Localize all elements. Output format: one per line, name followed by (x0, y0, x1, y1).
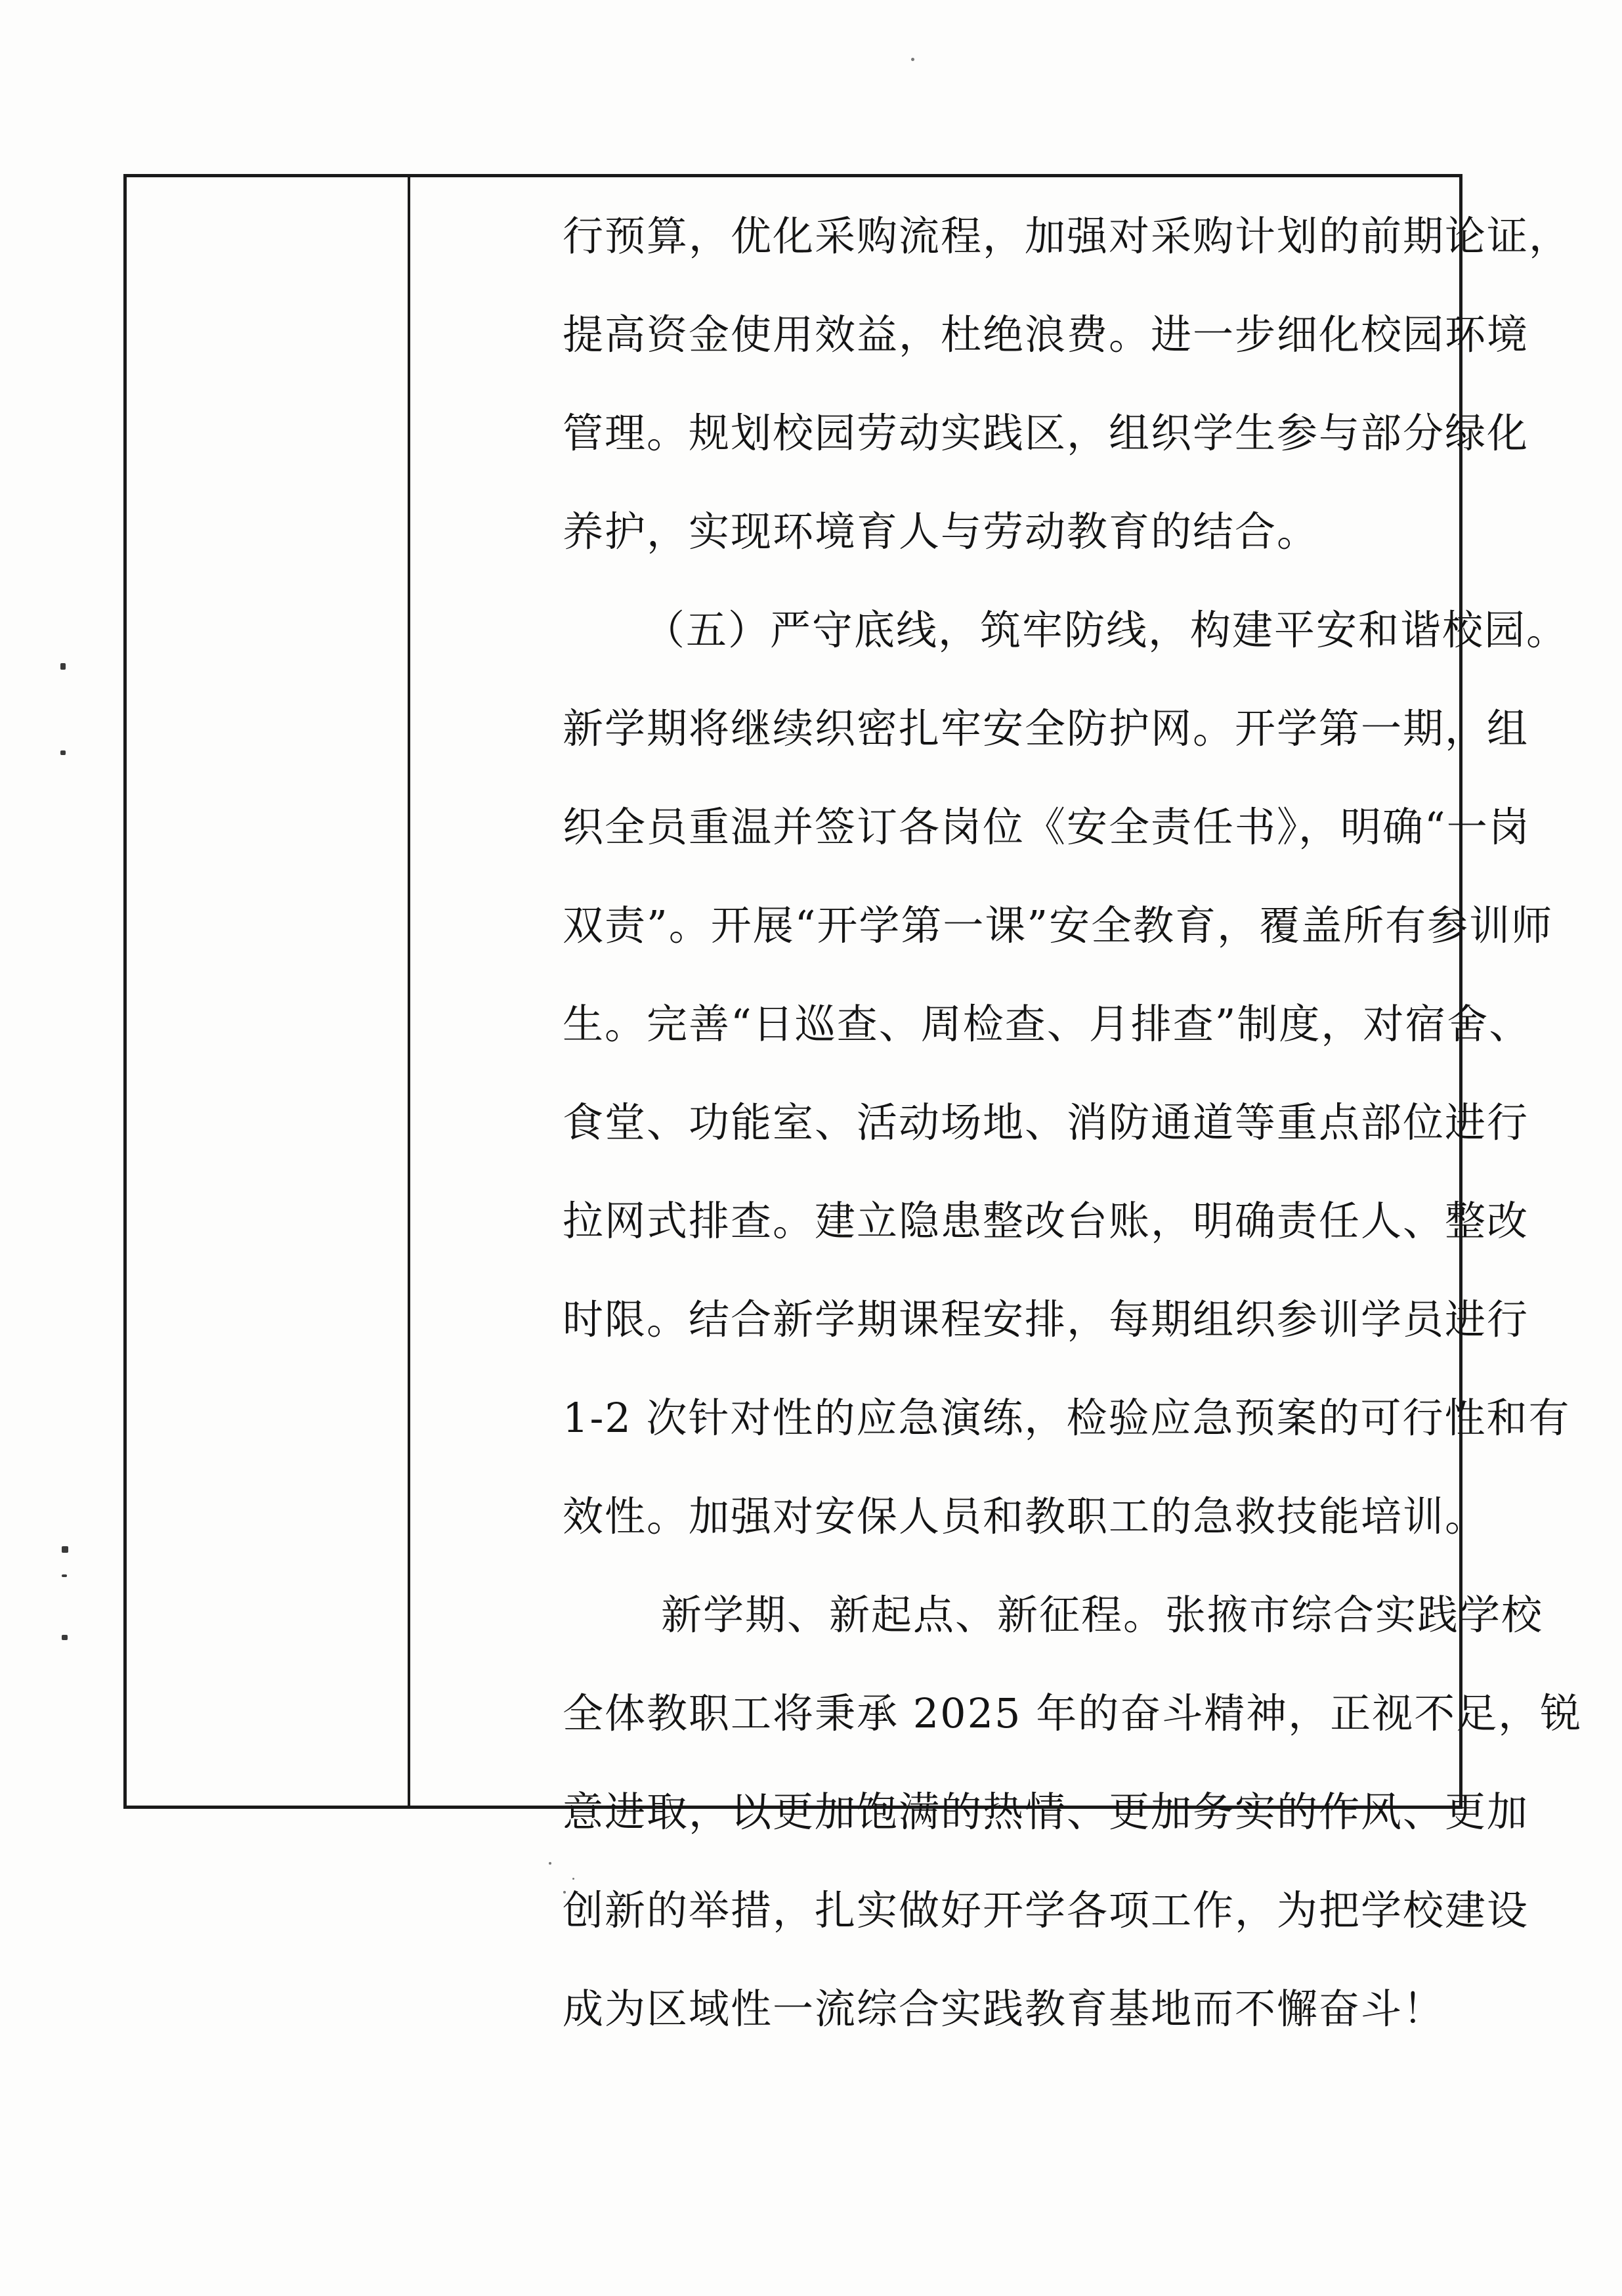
form-table (123, 174, 1583, 2033)
scan-artifact (62, 1635, 68, 1640)
text-line: 管理。规划校园劳动实践区，组织学生参与部分绿化 (563, 409, 1529, 457)
text-line: 成为区域性一流综合实践教育基地而不懈奋斗！ (563, 1985, 1445, 2033)
scan-artifact (60, 663, 66, 670)
text-line: 时限。结合新学期课程安排，每期组织参训学员进行 (563, 1295, 1529, 1343)
table-label-cell (127, 177, 410, 1806)
text-line: 提高资金使用效益，杜绝浪费。进一步细化校园环境 (563, 311, 1529, 358)
scan-artifact (62, 1546, 68, 1553)
closing-paragraph-line: 新学期、新起点、新征程。张掖市综合实践学校 (661, 1591, 1544, 1639)
scan-speck (911, 58, 914, 61)
text-line: 养护，实现环境育人与劳动教育的结合。 (563, 508, 1319, 555)
text-line: 创新的举措，扎实做好开学各项工作，为把学校建设 (563, 1886, 1529, 1934)
section-heading-line: （五）严守底线，筑牢防线，构建平安和谐校园。 (644, 606, 1569, 654)
scan-speck (549, 1862, 551, 1865)
text-line: 新学期将继续织密扎牢安全防护网。开学第一期，组 (563, 704, 1529, 752)
text-line: 全体教职工将秉承 2025 年的奋斗精神，正视不足，锐 (563, 1689, 1583, 1737)
text-line: 双责”。开展“开学第一课”安全教育，覆盖所有参训师 (563, 901, 1554, 949)
text-line: 1-2 次针对性的应急演练，检验应急预案的可行性和有 (563, 1394, 1571, 1442)
text-line: 织全员重温并签订各岗位《安全责任书》，明确“一岗 (563, 803, 1531, 851)
scan-artifact (60, 750, 66, 755)
text-line: 行预算，优化采购流程，加强对采购计划的前期论证， (563, 212, 1571, 260)
text-line: 意进取，以更加饱满的热情、更加务实的作风、更加 (563, 1788, 1529, 1836)
text-line: 拉网式排查。建立隐患整改台账，明确责任人、整改 (563, 1197, 1529, 1245)
text-line: 效性。加强对安保人员和教职工的急救技能培训。 (563, 1492, 1487, 1540)
table-content-cell (410, 177, 1583, 2033)
scan-artifact (62, 1574, 67, 1577)
text-line: 食堂、功能室、活动场地、消防通道等重点部位进行 (563, 1098, 1529, 1146)
text-line: 生。完善“日巡查、周检查、月排查”制度，对宿舍、 (563, 1000, 1531, 1048)
